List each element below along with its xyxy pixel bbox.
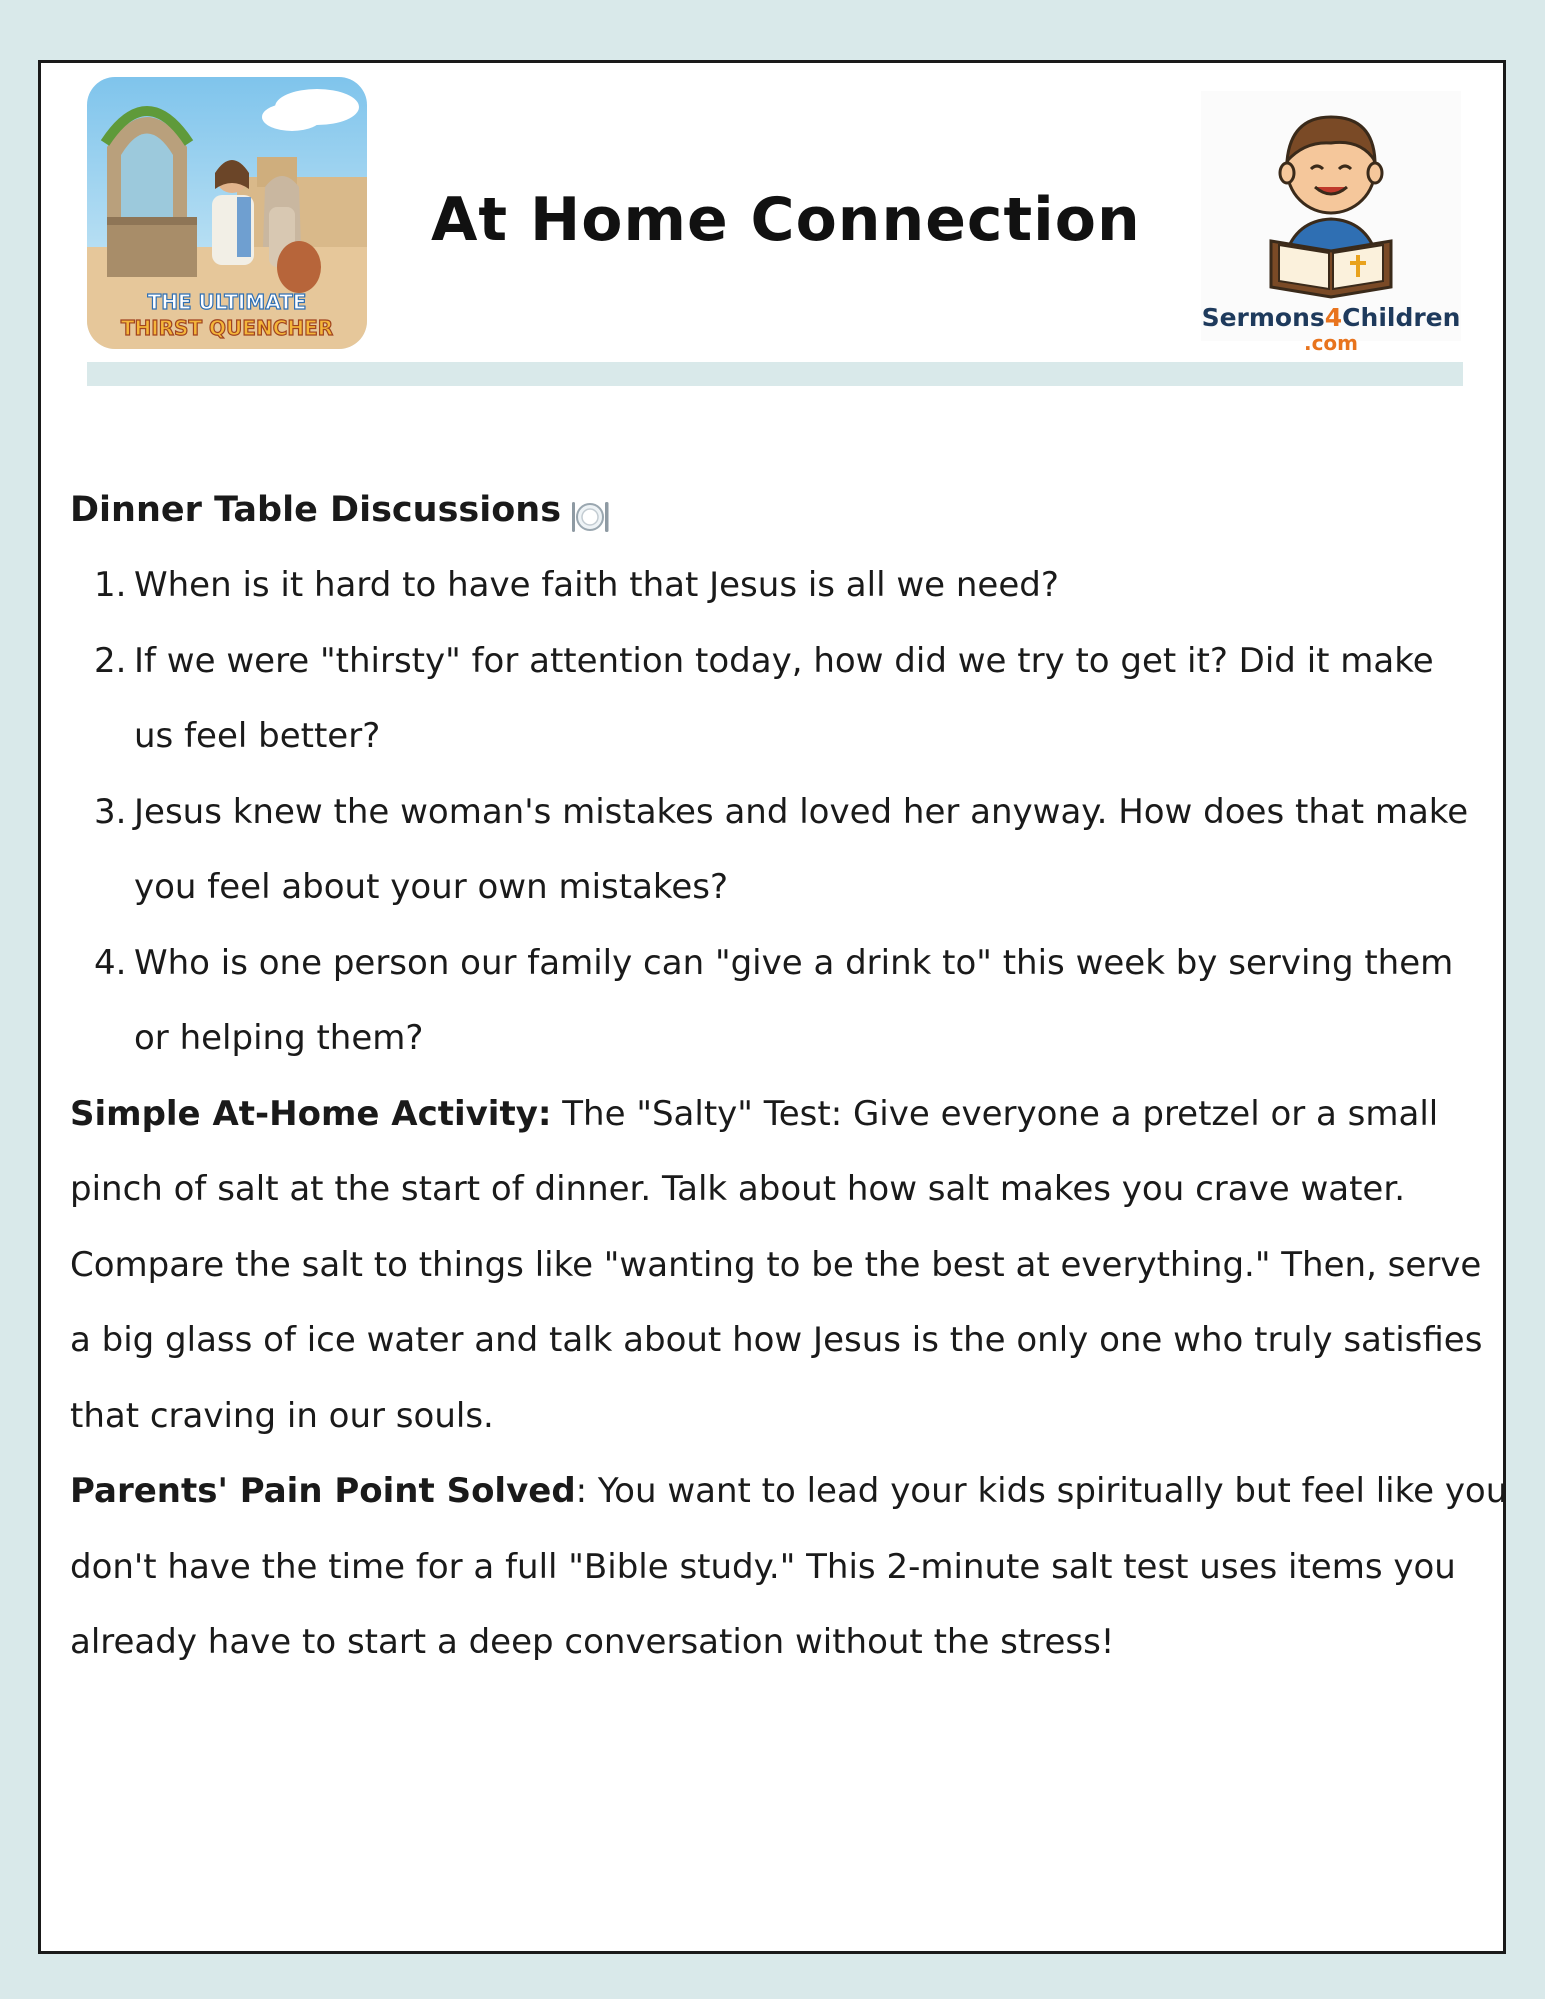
sermons4children-logo (1201, 91, 1461, 355)
list-item (70, 926, 1474, 1077)
question-text: When is it hard to have faith that Jesus is all we need? (134, 565, 1059, 605)
logo-word-four: 4 (1324, 303, 1343, 332)
illustration-caption-line2: THIRST QUENCHER (120, 316, 334, 340)
lesson-illustration (87, 77, 367, 349)
jesus-at-well-illustration (87, 77, 367, 349)
pain-point-text: : You want to lead your kids spiritually but feel like you don't have the time for a full "Bible study." This 2-minute salt test uses items you already have to start a deep conversation without the stress! (70, 1471, 1508, 1662)
question-text: Who is one person our family can "give a drink to" this week by serving them or helping them? (134, 942, 1454, 1058)
header-divider (87, 362, 1463, 386)
question-text: If we were "thirsty" for attention today, how did we try to get it? Did it make us feel better? (134, 640, 1434, 756)
logo-word-sermons: Sermons (1201, 303, 1325, 332)
illustration-caption-line1: THE ULTIMATE (147, 290, 307, 314)
question-number: 3. (94, 791, 127, 832)
question-number: 1. (94, 565, 127, 605)
page-title: At Home Connection (431, 185, 1141, 255)
discussion-questions-list (70, 548, 1510, 1077)
logo-word-children: Children (1342, 303, 1461, 332)
question-text: Jesus knew the woman's mistakes and loved her anyway. How does that make you feel about your own mistakes? (134, 791, 1469, 907)
activity-label: Simple At-Home Activity: (70, 1093, 552, 1134)
list-item (70, 624, 1474, 775)
worksheet-page (38, 60, 1506, 1954)
list-item (70, 548, 1474, 624)
question-number: 4. (94, 942, 127, 983)
activity-text: The "Salty" Test: Give everyone a pretzel or a small pinch of salt at the start of dinner. Talk about how salt makes you crave water. Compare the salt to things like "wanting to be the best at everything." Then, serve a big glass of ice water and talk about how Jesus is the only one who truly satisfies that craving in our souls. (70, 1093, 1483, 1436)
worksheet-content (70, 473, 1510, 1681)
discussions-heading (70, 473, 1510, 548)
logo-domain: .com (1303, 331, 1359, 355)
pain-point-paragraph (70, 1454, 1510, 1681)
logo-wordmark (1201, 303, 1461, 332)
activity-paragraph (70, 1077, 1510, 1455)
question-number: 2. (94, 640, 127, 681)
fork-knife-plate-icon (569, 490, 611, 532)
list-item (70, 775, 1474, 926)
discussions-heading-text: Dinner Table Discussions (70, 489, 562, 530)
pain-point-label: Parents' Pain Point Solved (70, 1471, 576, 1511)
child-reading-bible-icon (1201, 91, 1461, 301)
